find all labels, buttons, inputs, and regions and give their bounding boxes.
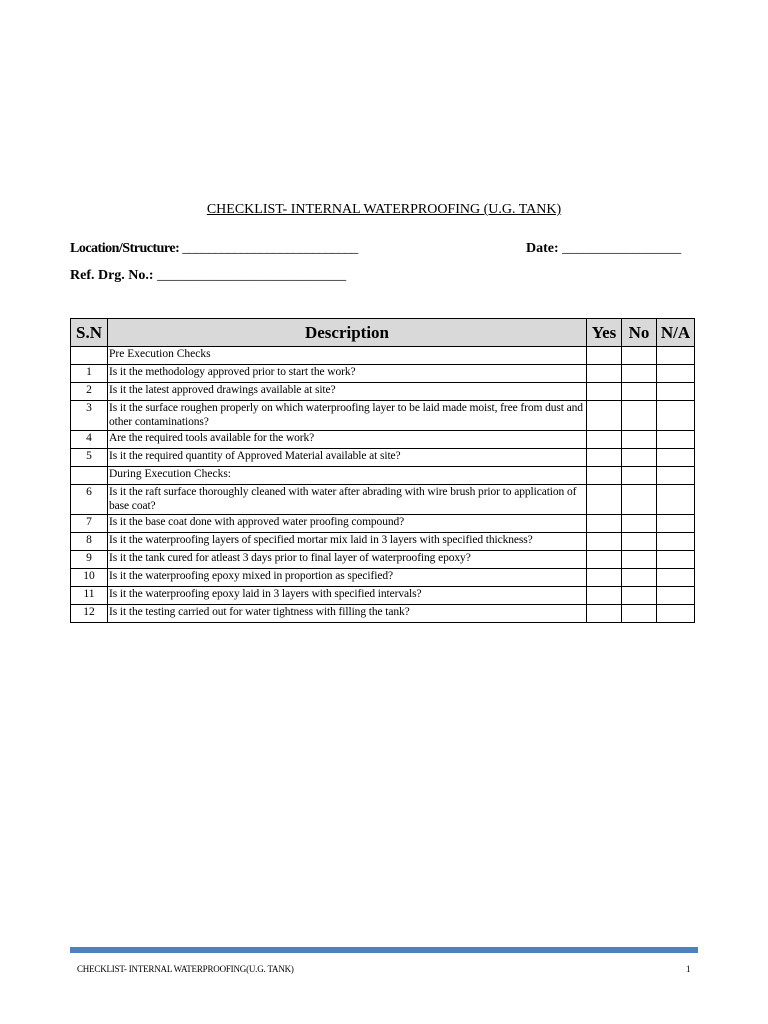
na-cell[interactable] — [657, 587, 695, 605]
yes-cell[interactable] — [587, 365, 622, 383]
na-cell[interactable] — [657, 401, 695, 431]
table-row — [71, 533, 695, 551]
row-description: Are the required tools available for the work? — [108, 431, 587, 449]
table-row — [71, 401, 695, 431]
ref-drawing-field — [70, 268, 346, 284]
section-title: Pre Execution Checks — [108, 347, 587, 365]
header-yes: Yes — [587, 319, 622, 347]
table-row — [71, 605, 695, 623]
yes-cell[interactable] — [587, 569, 622, 587]
row-description: Is it the waterproofing layers of specified mortar mix laid in 3 layers with specified thickness? — [108, 533, 587, 551]
yes-cell[interactable] — [587, 605, 622, 623]
table-row — [71, 383, 695, 401]
date-field — [526, 241, 681, 257]
row-sn: 6 — [71, 485, 108, 515]
no-cell[interactable] — [622, 605, 657, 623]
row-sn: 5 — [71, 449, 108, 467]
yes-cell[interactable] — [587, 515, 622, 533]
no-cell[interactable] — [622, 431, 657, 449]
no-cell[interactable] — [622, 587, 657, 605]
ref-drawing-label: Ref. Drg. No.: — [70, 268, 154, 283]
table-row — [71, 551, 695, 569]
row-sn: 2 — [71, 383, 108, 401]
row-sn: 7 — [71, 515, 108, 533]
yes-cell[interactable] — [587, 467, 622, 485]
row-description: Is it the testing carried out for water tightness with filling the tank? — [108, 605, 587, 623]
yes-cell[interactable] — [587, 533, 622, 551]
yes-cell[interactable] — [587, 485, 622, 515]
na-cell[interactable] — [657, 569, 695, 587]
footer-title: CHECKLIST- INTERNAL WATERPROOFING(U.G. TANK) — [77, 964, 294, 974]
na-cell[interactable] — [657, 449, 695, 467]
row-description: Is it the latest approved drawings available at site? — [108, 383, 587, 401]
row-description: Is it the tank cured for atleast 3 days prior to final layer of waterproofing epoxy? — [108, 551, 587, 569]
row-description: Is it the surface roughen properly on which waterproofing layer to be laid made moist, free from dust and other contaminations? — [108, 401, 587, 431]
footer-divider — [70, 947, 698, 953]
table-row — [71, 431, 695, 449]
yes-cell[interactable] — [587, 449, 622, 467]
no-cell[interactable] — [622, 347, 657, 365]
no-cell[interactable] — [622, 449, 657, 467]
na-cell[interactable] — [657, 347, 695, 365]
row-sn: 4 — [71, 431, 108, 449]
na-cell[interactable] — [657, 383, 695, 401]
na-cell[interactable] — [657, 515, 695, 533]
location-blank[interactable]: ___________________________ — [182, 241, 358, 256]
na-cell[interactable] — [657, 467, 695, 485]
header-na: N/A — [657, 319, 695, 347]
table-row — [71, 449, 695, 467]
no-cell[interactable] — [622, 401, 657, 431]
na-cell[interactable] — [657, 431, 695, 449]
row-description: Is it the methodology approved prior to start the work? — [108, 365, 587, 383]
date-label: Date: — [526, 241, 559, 256]
section-row — [71, 347, 695, 365]
no-cell[interactable] — [622, 551, 657, 569]
ref-drawing-blank[interactable]: ___________________________ — [157, 268, 347, 283]
date-blank[interactable]: _________________ — [562, 241, 682, 256]
table-row — [71, 587, 695, 605]
header-no: No — [622, 319, 657, 347]
yes-cell[interactable] — [587, 347, 622, 365]
na-cell[interactable] — [657, 551, 695, 569]
location-label: Location/Structure: — [70, 241, 180, 256]
section-title: During Execution Checks: — [108, 467, 587, 485]
row-description: Is it the waterproofing epoxy mixed in proportion as specified? — [108, 569, 587, 587]
row-sn: 11 — [71, 587, 108, 605]
no-cell[interactable] — [622, 533, 657, 551]
table-row — [71, 365, 695, 383]
no-cell[interactable] — [622, 569, 657, 587]
yes-cell[interactable] — [587, 587, 622, 605]
header-description: Description — [108, 319, 587, 347]
na-cell[interactable] — [657, 485, 695, 515]
row-description: Is it the raft surface thoroughly cleaned with water after abrading with wire brush prior to application of base coat? — [108, 485, 587, 515]
table-row — [71, 569, 695, 587]
no-cell[interactable] — [622, 485, 657, 515]
yes-cell[interactable] — [587, 383, 622, 401]
no-cell[interactable] — [622, 467, 657, 485]
section-row — [71, 467, 695, 485]
section-sn — [71, 467, 108, 485]
section-sn — [71, 347, 108, 365]
row-sn: 1 — [71, 365, 108, 383]
yes-cell[interactable] — [587, 401, 622, 431]
page-title: CHECKLIST- INTERNAL WATERPROOFING (U.G. TANK) — [206, 202, 562, 217]
no-cell[interactable] — [622, 365, 657, 383]
checklist-table — [70, 318, 695, 623]
na-cell[interactable] — [657, 533, 695, 551]
no-cell[interactable] — [622, 515, 657, 533]
table-row — [71, 485, 695, 515]
no-cell[interactable] — [622, 383, 657, 401]
row-sn: 9 — [71, 551, 108, 569]
na-cell[interactable] — [657, 365, 695, 383]
row-sn: 10 — [71, 569, 108, 587]
table-row — [71, 515, 695, 533]
location-field — [70, 241, 358, 257]
row-description: Is it the base coat done with approved water proofing compound? — [108, 515, 587, 533]
yes-cell[interactable] — [587, 551, 622, 569]
header-sn: S.N — [71, 319, 108, 347]
row-sn: 12 — [71, 605, 108, 623]
row-description: Is it the required quantity of Approved Material available at site? — [108, 449, 587, 467]
row-sn: 8 — [71, 533, 108, 551]
row-description: Is it the waterproofing epoxy laid in 3 layers with specified intervals? — [108, 587, 587, 605]
row-sn: 3 — [71, 401, 108, 431]
page-number: 1 — [686, 964, 691, 974]
na-cell[interactable] — [657, 605, 695, 623]
yes-cell[interactable] — [587, 431, 622, 449]
table-header-row — [71, 319, 695, 347]
